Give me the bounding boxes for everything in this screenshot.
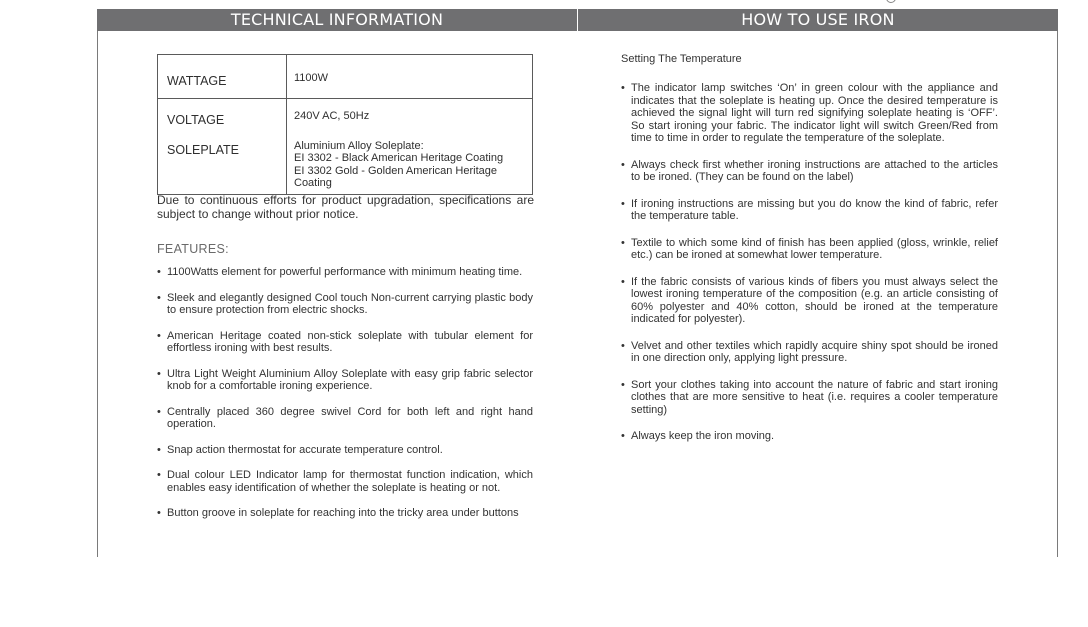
spec-value-line: Aluminium Alloy Soleplate: (294, 139, 424, 152)
spec-value-line: EI 3302 - Black American Heritage Coating (294, 152, 504, 164)
feature-item: • American Heritage coated non-stick soleplate with tubular element for effortless ironing with best results. (157, 330, 533, 355)
usage-step: • Velvet and other textiles which rapidly acquire shiny spot should be ironed in one direction only, applying light pressure. (621, 340, 998, 365)
spec-label: VOLTAGE (158, 99, 287, 137)
usage-step: • Sort your clothes taking into account the nature of fabric and start ironing clothes that are more sensitive to heat (i.e. requires a cooler temperature setting) (621, 379, 998, 417)
spec-value: 240V AC, 50Hz (294, 110, 370, 122)
feature-item: • Sleek and elegantly designed Cool touch Non-current carrying plastic body to ensure protection from electric shocks. (157, 292, 533, 317)
usage-step: • Always check first whether ironing instructions are attached to the articles to be ironed. (They can be found on the label) (621, 159, 998, 184)
feature-item: • Ultra Light Weight Aluminium Alloy Soleplate with easy grip fabric selector knob for a comfortable ironing experience. (157, 368, 533, 393)
feature-item: • Snap action thermostat for accurate temperature control. (157, 444, 533, 457)
features-list (157, 266, 533, 533)
usage-steps-list (621, 82, 998, 457)
feature-item: • Dual colour LED Indicator lamp for thermostat function indication, which enables easy identification of whether the soleplate is heating or not. (157, 469, 533, 494)
specification-change-note: Due to continuous efforts for product upgradation, specifications are subject to change without prior notice. (157, 193, 534, 221)
technical-information-header: TECHNICAL INFORMATION (97, 9, 577, 31)
setting-temperature-heading: Setting The Temperature (621, 53, 742, 65)
spec-row-voltage (158, 99, 533, 137)
spec-row-wattage (158, 55, 533, 99)
spec-row-soleplate (158, 137, 533, 195)
spec-value (287, 137, 533, 195)
page-corner-mark (886, 0, 896, 3)
usage-step: • Textile to which some kind of finish has been applied (gloss, wrinkle, relief etc.) can be ironed at somewhat lower temperature. (621, 237, 998, 262)
how-to-use-header: HOW TO USE IRON (577, 9, 1058, 31)
spec-value: 1100W (287, 55, 533, 99)
how-to-use-panel (577, 9, 1058, 557)
spec-label: WATTAGE (158, 55, 287, 99)
technical-information-panel (97, 9, 577, 557)
features-heading: FEATURES: (157, 242, 229, 256)
specifications-table (157, 54, 533, 195)
feature-item: • 1100Watts element for powerful performance with minimum heating time. (157, 266, 533, 279)
usage-step: • The indicator lamp switches ‘On’ in green colour with the appliance and indicates that the soleplate is heating up. Once the desired temperature is achieved the signal light will turn red signifying soleplate heating is ‘OFF’. So start ironing your fabric. The indicator light will switch Green/Red from time to time in order to regulate the temperature of the soleplate. (621, 82, 998, 145)
feature-item: • Centrally placed 360 degree swivel Cord for both left and right hand operation. (157, 406, 533, 431)
usage-step: • If ironing instructions are missing but you do know the kind of fabric, refer the temperature table. (621, 198, 998, 223)
feature-item: • Button groove in soleplate for reaching into the tricky area under buttons (157, 507, 533, 520)
usage-step: • Always keep the iron moving. (621, 430, 998, 443)
usage-step: • If the fabric consists of various kinds of fibers you must always select the lowest ironing temperature of the composition (e.g. an article consisting of 60% polyester and 40% cotton, should be ironed at the temperature indicated for polyester). (621, 276, 998, 326)
spec-label: SOLEPLATE (158, 137, 287, 195)
spec-value-line: EI 3302 Gold - Golden American Heritage Coating (294, 164, 498, 189)
